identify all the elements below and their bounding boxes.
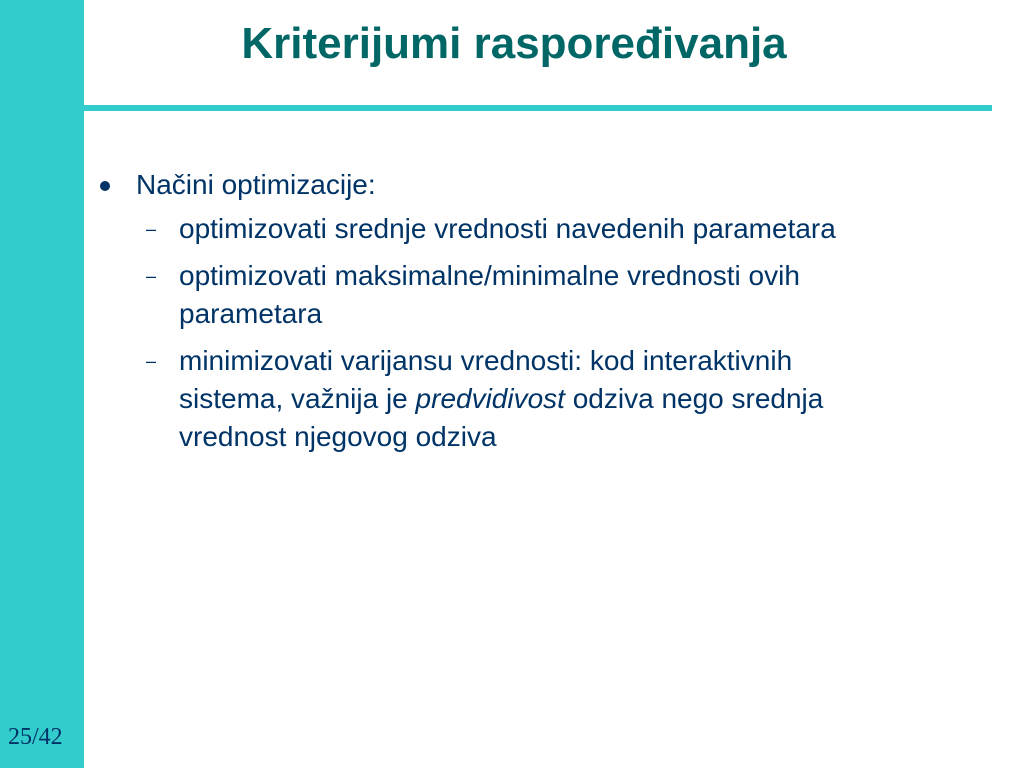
title-divider [84,105,992,111]
text-segment: odziva nego srednja [564,383,824,414]
left-sidebar-bar [0,0,84,768]
sub-bullet-text-line-2: parametara [179,298,323,329]
text-segment: sistema, važnija je [179,383,416,414]
bullet-text: Načini optimizacije: [136,169,376,200]
bullet-dot-icon [100,181,110,191]
bullet-item [96,166,996,204]
slide-number: 25/42 [8,724,63,750]
slide-title: Kriterijumi raspoređivanja [241,19,787,68]
dash-icon: – [146,266,157,286]
slide-content [96,166,996,465]
dash-icon: – [146,219,157,239]
dash-icon: – [146,351,157,371]
sub-bullet-text-line-3: vrednost njegovog odziva [179,421,497,452]
sub-bullet-item [96,257,989,333]
sub-bullet-text-line-1: minimizovati varijansu vrednosti: kod interaktivnih [179,345,793,376]
sub-bullet-text: optimizovati srednje vrednosti navedenih parametara [179,213,836,244]
sub-bullet-item [96,342,989,456]
sub-bullet-text-line-1: optimizovati maksimalne/minimalne vrednosti ovih [179,260,800,291]
sub-bullet-text-line-2 [179,380,989,418]
sub-bullet-item [96,210,989,248]
emphasized-term: predvidivost [415,383,565,414]
